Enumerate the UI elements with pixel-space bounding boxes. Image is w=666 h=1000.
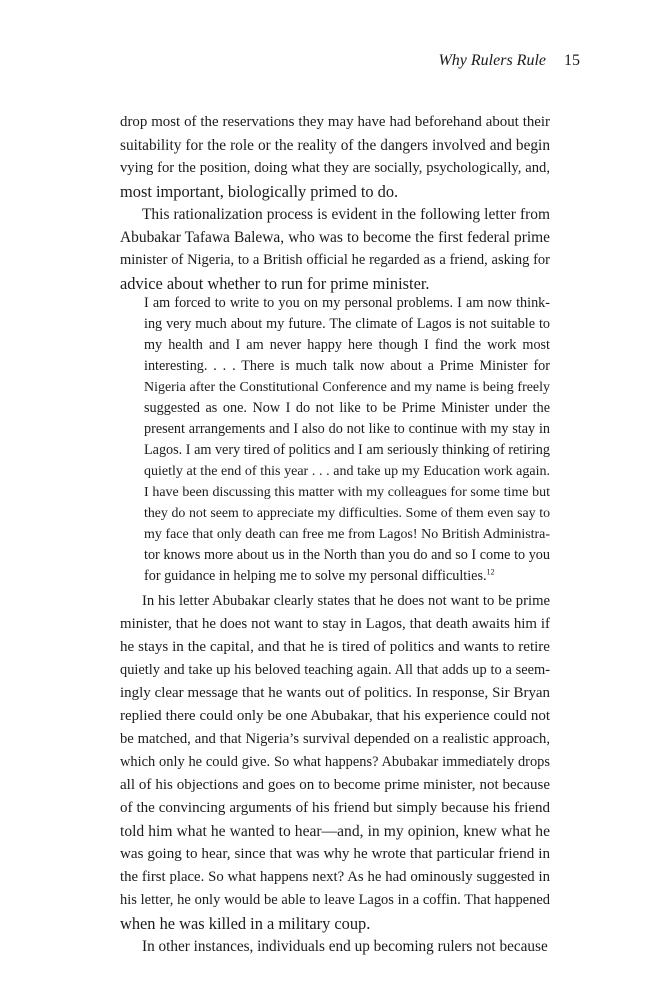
text-line: advice about whether to run for prime minister.: [120, 274, 430, 293]
running-head: [438, 50, 580, 72]
text-line: most important, biologically primed to do.: [120, 182, 399, 201]
quote-line: my health and I am never happy here though I find the work most: [144, 337, 550, 353]
quote-line: tor knows more about us in the North than you do and so I come to you: [144, 547, 550, 563]
text-line: This rationalization process is evident in the following letter from: [142, 206, 550, 223]
quote-line: Nigeria after the Constitutional Conference and my name is being freely: [144, 380, 550, 395]
text-line: quietly and take up his beloved teaching again. All that adds up to a seem-: [120, 662, 550, 678]
text-line: all of his objections and goes on to become prime minister, not because: [120, 777, 550, 793]
text-line: minister, that he does not want to stay in Lagos, that death awaits him if: [120, 616, 550, 632]
text-line: of the convincing arguments of his friend but simply because his friend: [120, 800, 550, 816]
text-line: drop most of the reservations they may have had beforehand about their: [120, 114, 550, 130]
quote-line-final: [144, 566, 550, 587]
text-line: he stays in the capital, and that he is tired of politics and wants to retire: [120, 639, 550, 655]
text-line: suitability for the role or the reality of the dangers involved and begin: [120, 137, 550, 154]
quote-line: my face that only death can free me from Lagos! No British Administra-: [144, 527, 550, 542]
footnote-marker: 12: [486, 567, 495, 577]
text-line: Abubakar Tafawa Balewa, who was to become the first federal prime: [120, 229, 550, 246]
quote-line: interesting. . . . There is much talk now about a Prime Minister for: [144, 358, 550, 374]
paragraph-analysis: [120, 590, 550, 935]
quote-line: ing very much about my future. The climate of Lagos is not suitable to: [144, 316, 550, 332]
running-head-title: Why Rulers Rule: [438, 52, 546, 69]
quote-line: Lagos. I am very tired of politics and I am seriously thinking of retiring: [144, 442, 550, 458]
text-line: vying for the position, doing what they are socially, psychologically, and,: [120, 160, 550, 176]
text-line: replied there could only be one Abubakar, that his experience could not: [120, 708, 550, 724]
text-line: minister of Nigeria, to a British official he regarded as a friend, asking for: [120, 252, 550, 268]
text-line: be matched, and that Nigeria’s survival depended on a realistic approach,: [120, 731, 550, 747]
paragraph-continued: [120, 111, 550, 203]
text-line: told him what he wanted to hear—and, in my opinion, knew what he: [120, 823, 550, 840]
quote-line: present arrangements and I also do not like to continue with my stay in: [144, 421, 550, 437]
text-line: ingly clear message that he wants out of politics. In response, Sir Bryan: [120, 685, 550, 701]
quote-line: I have been discussing this matter with my colleagues for some time but: [144, 485, 550, 500]
page-number: 15: [564, 52, 580, 69]
quote-line: suggested as one. Now I do not like to be Prime Minister under the: [144, 400, 550, 416]
block-quote-letter: [144, 293, 550, 587]
quote-line: I am forced to write to you on my personal problems. I am now think-: [144, 295, 550, 311]
text-line: which only he could give. So what happens? Abubakar immediately drops: [120, 754, 550, 770]
text-line: was going to hear, since that was why he wrote that particular friend in: [120, 846, 550, 862]
paragraph-next: [120, 935, 550, 958]
text-line: the first place. So what happens next? As he had ominously suggested in: [120, 869, 550, 885]
text-line: his letter, he only would be able to leave Lagos in a coffin. That happened: [120, 892, 550, 908]
quote-last-text: for guidance in helping me to solve my personal difficulties.: [144, 568, 487, 584]
text-line: In other instances, individuals end up becoming rulers not because: [142, 938, 548, 955]
text-line: In his letter Abubakar clearly states that he does not want to be prime: [142, 593, 550, 609]
quote-line: quietly at the end of this year . . . and take up my Education work again.: [144, 464, 550, 479]
quote-line: they do not seem to appreciate my difficulties. Some of them even say to: [144, 506, 550, 521]
text-line: when he was killed in a military coup.: [120, 914, 371, 933]
paragraph-intro-letter: [120, 203, 550, 295]
